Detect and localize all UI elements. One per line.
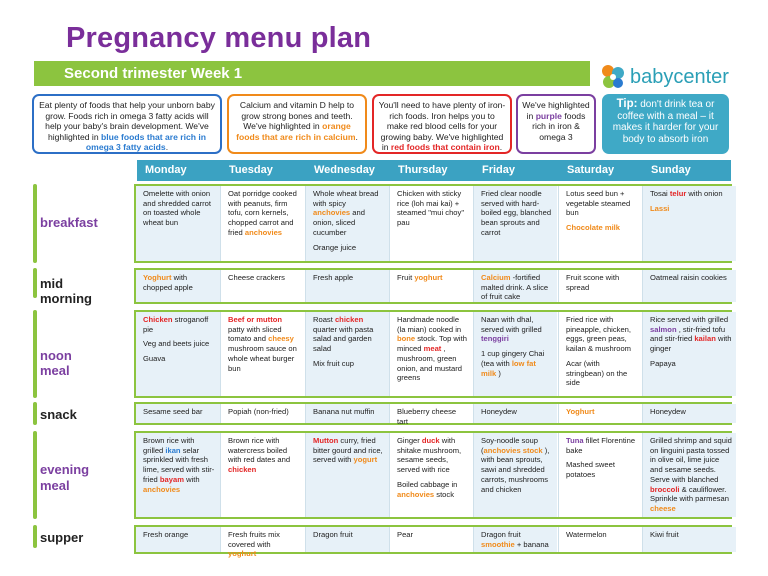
meal-label-noon-meal: noon meal xyxy=(33,310,37,398)
menu-cell-supper-sunday xyxy=(642,527,736,552)
day-header-monday: Monday xyxy=(145,164,187,176)
menu-text: Brown rice with grilled xyxy=(143,436,195,455)
menu-cell-mid-morning-monday xyxy=(136,270,220,302)
menu-cell-evening-meal-thursday xyxy=(389,433,473,517)
menu-text: Omelette with onion and shredded carrot on toasted whole wheat bun xyxy=(143,189,211,228)
menu-text: Brown rice with watercress boiled with red dates and xyxy=(228,436,291,465)
menu-text: stroganoff pie xyxy=(143,315,209,334)
menu-text: mushroom sauce on whole wheat burger bun xyxy=(228,344,297,373)
menu-cell-evening-meal-wednesday xyxy=(305,433,389,517)
menu-text: selar sprinkled with fresh lime, served with stir-fried xyxy=(143,445,215,484)
menu-cell-breakfast-friday xyxy=(473,186,557,261)
menu-cell-noon-meal-wednesday xyxy=(305,312,389,396)
menu-text: Boiled cabbage in xyxy=(397,479,458,489)
menu-text: Naan with dhal, served with grilled xyxy=(481,315,542,334)
menu-text: + banana xyxy=(516,539,549,549)
menu-text: and onion, sliced cucumber xyxy=(313,208,365,237)
menu-text: ), with bean sprouts, sawi and shredded carrots, mushrooms and chicken xyxy=(481,445,550,494)
menu-text: Popiah (non-fried) xyxy=(228,407,289,416)
highlighted-food: ikan xyxy=(165,445,183,455)
highlighted-food: cheesy xyxy=(268,334,294,344)
highlighted-food: Lassi xyxy=(650,203,670,213)
highlighted-food: Beef or mutton xyxy=(228,315,282,324)
menu-text: Kiwi fruit xyxy=(650,530,679,539)
menu-text: Handmade noodle (la mian) cooked in xyxy=(397,315,462,334)
highlighted-food: tenggiri xyxy=(481,334,509,344)
day-header-wednesday: Wednesday xyxy=(314,164,375,176)
menu-cell-evening-meal-tuesday xyxy=(220,433,304,517)
highlighted-food: yoghurt xyxy=(228,549,257,559)
highlighted-food: Yoghurt xyxy=(143,273,174,282)
menu-cell-breakfast-wednesday xyxy=(305,186,389,261)
highlighted-food: chicken xyxy=(334,315,364,324)
menu-cell-snack-tuesday xyxy=(220,404,304,423)
meal-label-snack: snack xyxy=(33,402,37,425)
menu-text: Honeydew xyxy=(650,407,686,416)
tip-box: Tip: don't drink tea or coffee with a meal – it makes it harder for your body to absorb iron xyxy=(602,94,729,154)
menu-text: Ginger xyxy=(397,436,422,445)
menu-text: Papaya xyxy=(650,358,676,368)
menu-cell-supper-thursday xyxy=(389,527,473,552)
menu-text: Roast xyxy=(313,315,335,324)
menu-text: Veg and beets juice xyxy=(143,339,210,349)
highlighted-food: Calcium xyxy=(481,273,513,282)
menu-cell-snack-wednesday xyxy=(305,404,389,423)
info-box-omega3: Eat plenty of foods that help your unborn baby grow. Foods rich in omega 3 fatty acids will help your baby's brain development. We've highlighted in blue foods that are rich in omega 3 fatty acids. xyxy=(32,94,222,154)
babycenter-logo-icon xyxy=(598,62,628,92)
highlighted-food: broccoli xyxy=(650,484,682,494)
menu-cell-mid-morning-friday xyxy=(473,270,557,302)
menu-cell-mid-morning-wednesday xyxy=(305,270,389,302)
highlighted-food: salmon xyxy=(650,324,679,334)
menu-text: Guava xyxy=(143,354,166,364)
menu-cell-supper-tuesday xyxy=(220,527,304,559)
meal-label-breakfast: breakfast xyxy=(33,184,37,263)
menu-text: Blueberry cheese tart xyxy=(397,407,457,426)
menu-cell-breakfast-thursday xyxy=(389,186,473,261)
menu-text: Acar (with stringbean) on the side xyxy=(566,358,628,388)
menu-cell-snack-saturday xyxy=(558,404,642,423)
menu-cell-supper-saturday xyxy=(558,527,642,552)
info-box-calcium: Calcium and vitamin D help to grow strong bones and teeth. We've highlighted in orange foods that are rich in calcium. xyxy=(227,94,367,154)
highlighted-food: Tuna xyxy=(566,436,586,445)
babycenter-logo[interactable] xyxy=(598,62,748,94)
day-header-saturday: Saturday xyxy=(567,164,615,176)
menu-cell-supper-friday xyxy=(473,527,557,552)
menu-text: Dragon fruit xyxy=(313,530,353,539)
menu-cell-snack-sunday xyxy=(642,404,736,423)
menu-text: , stir-fried tofu and stir-fried xyxy=(650,324,726,344)
menu-text: Fruit xyxy=(397,273,415,282)
info-box-iron: You'll need to have plenty of iron-rich foods. Iron helps you to make red blood cells for your growing baby. We've highlighted in red foods that contain iron. xyxy=(372,94,512,154)
menu-text: quarter with pasta salad and garden salad xyxy=(313,324,374,354)
highlighted-food: meat xyxy=(423,344,444,354)
menu-text: Fried rice with pineapple, chicken, eggs, green peas, kailan & mushroom xyxy=(566,315,632,354)
menu-cell-breakfast-sunday xyxy=(642,186,736,261)
meal-row-evening-meal xyxy=(134,431,732,519)
menu-cell-breakfast-tuesday xyxy=(220,186,304,261)
menu-text: Whole wheat bread with spicy xyxy=(313,189,379,208)
highlighted-food: anchovies stock xyxy=(483,445,545,455)
menu-cell-mid-morning-saturday xyxy=(558,270,642,302)
meal-row-supper xyxy=(134,525,732,559)
menu-cell-supper-wednesday xyxy=(305,527,389,552)
menu-text: Oatmeal raisin cookies xyxy=(650,273,727,282)
menu-cell-supper-monday xyxy=(136,527,220,552)
menu-text: with xyxy=(186,474,200,484)
highlighted-food: bayam xyxy=(159,474,187,484)
menu-text: stock xyxy=(436,489,454,499)
highlighted-food: kailan xyxy=(694,334,718,344)
menu-cell-snack-monday xyxy=(136,404,220,423)
highlighted-food: telur xyxy=(669,189,689,198)
menu-cell-mid-morning-tuesday xyxy=(220,270,304,302)
menu-text: Lotus seed bun + vegetable steamed bun xyxy=(566,189,631,218)
menu-text: patty with sliced tomato and xyxy=(228,324,282,344)
menu-text: Tosai xyxy=(650,189,670,198)
menu-text: with chopped apple xyxy=(143,273,193,292)
highlighted-food: Yoghurt xyxy=(566,407,595,416)
highlighted-food: yoghurt xyxy=(414,273,443,282)
menu-text: Orange juice xyxy=(313,242,357,252)
menu-cell-noon-meal-sunday xyxy=(642,312,736,396)
menu-text: Fresh apple xyxy=(313,273,354,282)
menu-cell-noon-meal-tuesday xyxy=(220,312,304,396)
babycenter-logo-text: babycenter xyxy=(630,66,729,88)
menu-text: Fried clear noodle served with hard-boiled egg, blanched bean sprouts and carrot xyxy=(481,189,552,237)
meal-row-snack xyxy=(134,402,732,425)
highlighted-food: anchovies xyxy=(143,484,181,494)
highlighted-food: Mutton xyxy=(313,436,341,445)
menu-text: 1 cup gingery Chai (tea with xyxy=(481,349,545,368)
menu-text: Sesame seed bar xyxy=(143,407,203,416)
menu-text: Pear xyxy=(397,530,414,539)
highlighted-food: duck xyxy=(421,436,442,445)
meal-label-evening-meal: evening meal xyxy=(33,431,37,519)
highlighted-food: smoothie xyxy=(481,539,517,549)
menu-text: Grilled shrimp and squid on linguini pasta tossed in olive oil, lime juice and sesame seeds. Serve with blanched xyxy=(650,436,732,484)
highlighted-food: anchovies xyxy=(313,208,353,218)
menu-text: Fruit scone with spread xyxy=(566,273,620,292)
menu-cell-mid-morning-sunday xyxy=(642,270,736,302)
menu-cell-evening-meal-sunday xyxy=(642,433,736,517)
menu-cell-noon-meal-thursday xyxy=(389,312,473,396)
menu-text: with onion xyxy=(688,189,723,198)
menu-text: Chicken with sticky rice (loh mai kai) + steamed "mui choy" pau xyxy=(397,189,465,228)
menu-text: fillet Florentine bake xyxy=(566,436,636,455)
menu-text: , mushroom, green onion, and mustard greens xyxy=(397,344,463,383)
menu-cell-snack-friday xyxy=(473,404,557,423)
day-header-row xyxy=(137,160,731,181)
menu-cell-noon-meal-friday xyxy=(473,312,557,396)
highlighted-food: chicken xyxy=(228,465,257,475)
menu-cell-evening-meal-friday xyxy=(473,433,557,517)
menu-cell-mid-morning-thursday xyxy=(389,270,473,302)
highlighted-food: cheese xyxy=(650,503,676,513)
menu-text: Mix fruit cup xyxy=(313,358,354,368)
menu-text: Cheese crackers xyxy=(228,273,285,282)
highlighted-food: anchovies xyxy=(397,489,437,499)
highlighted-food: bone xyxy=(397,334,418,344)
highlighted-food: Chicken xyxy=(143,315,175,324)
menu-cell-breakfast-monday xyxy=(136,186,220,261)
highlighted-food: Chocolate milk xyxy=(566,223,621,233)
day-header-sunday: Sunday xyxy=(651,164,691,176)
menu-text: Fresh orange xyxy=(143,530,189,539)
highlighted-food: low fat milk xyxy=(481,358,536,378)
menu-cell-evening-meal-saturday xyxy=(558,433,642,517)
menu-text: Banana nut muffin xyxy=(313,407,375,416)
day-header-thursday: Thursday xyxy=(398,164,448,176)
menu-text: with ginger xyxy=(650,334,732,354)
meal-row-noon-meal xyxy=(134,310,732,398)
week-banner-label: Second trimester Week 1 xyxy=(64,65,243,82)
day-header-friday: Friday xyxy=(482,164,516,176)
menu-text: -fortified malted drink. A slice of fruit cake xyxy=(481,273,549,302)
day-header-tuesday: Tuesday xyxy=(229,164,273,176)
meal-label-supper: supper xyxy=(33,525,37,548)
menu-cell-snack-thursday xyxy=(389,404,473,426)
menu-cell-evening-meal-monday xyxy=(136,433,220,517)
menu-text: Dragon fruit xyxy=(481,530,521,539)
menu-text: with shitake mushroom, sesame seeds, served with rice xyxy=(397,436,462,475)
menu-text: & cauliflower. Sprinkle with parmesan xyxy=(650,484,729,504)
highlighted-food: anchovies xyxy=(244,227,283,237)
info-box-iron-omega3: We've highlighted in purple foods rich in iron & omega 3 xyxy=(516,94,596,154)
menu-text: stock. Top with minced xyxy=(397,334,467,354)
meal-row-mid-morning xyxy=(134,268,732,304)
menu-text: ) xyxy=(498,368,501,378)
menu-text: Honeydew xyxy=(481,407,517,416)
week-banner xyxy=(34,61,590,86)
meal-label-mid-morning: mid morning xyxy=(33,268,37,298)
meal-row-breakfast xyxy=(134,184,732,263)
page-title: Pregnancy menu plan xyxy=(66,22,372,54)
menu-text: Mashed sweet potatoes xyxy=(566,460,615,480)
menu-text: Watermelon xyxy=(566,530,607,539)
menu-cell-noon-meal-saturday xyxy=(558,312,642,396)
menu-cell-noon-meal-monday xyxy=(136,312,220,396)
menu-text: Oat porridge cooked with peanuts, firm tofu, corn kernels, chopped carrot and fried xyxy=(228,189,297,237)
menu-text: Fresh fruits mix covered with xyxy=(228,530,280,549)
menu-cell-breakfast-saturday xyxy=(558,186,642,261)
highlighted-food: yogurt xyxy=(353,455,378,465)
menu-text: Rice served with grilled xyxy=(650,315,729,324)
menu-text: Soy-noodle soup ( xyxy=(481,436,538,455)
menu-text: curry, fried bitter gourd and rice, served with xyxy=(313,436,383,465)
